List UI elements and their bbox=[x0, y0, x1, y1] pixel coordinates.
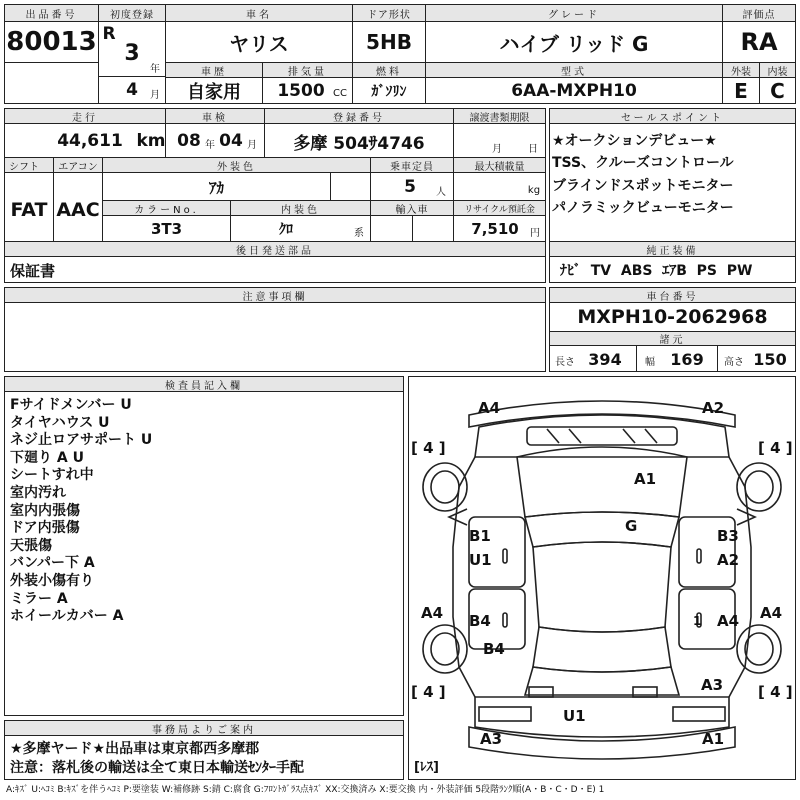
mark-b3-right-door: B3 bbox=[717, 527, 739, 545]
shift-label: シフト bbox=[5, 158, 53, 173]
color-value: ｱｶ bbox=[208, 178, 224, 197]
inspector-line: 外装小傷有り bbox=[10, 573, 94, 589]
legend-text: A:ｷｽﾞ U:ﾍｺﾐ B:ｷｽﾞを伴うﾍｺﾐ P:要塗装 W:補修跡 S:錆 C:腐食 G:ﾌﾛﾝﾄｶﾞﾗｽ点ｷｽﾞ XX:交換済み X:要交換 内・外装評価 5段階ﾗﾝｸ順(A・B・C・D・E) 1 bbox=[6, 785, 605, 795]
car-diagram bbox=[409, 377, 795, 779]
mark-a3-rear-bumper-left: A3 bbox=[480, 730, 503, 748]
interior-unit: 系 bbox=[354, 227, 364, 239]
colorno-label: カラーNo. bbox=[103, 201, 230, 216]
car-name: ヤリス bbox=[229, 31, 289, 56]
equipment-value: ﾅﾋﾞ TV ABS ｴｱB PS PW bbox=[560, 263, 753, 279]
mark-u1-rear: U1 bbox=[563, 707, 586, 725]
length-value: 394 bbox=[588, 349, 622, 369]
inspector-label: 検査員記入欄 bbox=[5, 377, 403, 392]
height-label: 高さ bbox=[724, 356, 744, 368]
mark-u1-left-door: U1 bbox=[469, 551, 492, 569]
insp-year: 08 bbox=[177, 131, 201, 151]
import-label: 輸入車 bbox=[371, 201, 453, 216]
sales-point-4: パノラミックビューモニター bbox=[552, 200, 734, 216]
office-line-1: ★多摩ヤード★出品車は東京都西多摩郡 bbox=[10, 741, 260, 757]
door-label: ドア形状 bbox=[353, 5, 425, 22]
history-value: 自家用 bbox=[187, 81, 241, 103]
mark-a1-rear-bumper-right: A1 bbox=[702, 730, 725, 748]
year-unit: 年 bbox=[150, 63, 160, 75]
mark-a4-right-rear-door: A4 bbox=[717, 612, 740, 630]
interior-value: ｸﾛ bbox=[279, 221, 293, 238]
inspector-line: バンパー下 A bbox=[10, 555, 95, 572]
reg-month: 4 bbox=[126, 80, 138, 100]
inspector-line: シートすれ中 bbox=[10, 467, 94, 484]
mark-a4-front-left: A4 bbox=[478, 399, 501, 417]
mark-a2-front-right: A2 bbox=[702, 399, 725, 417]
width-value: 169 bbox=[670, 349, 704, 369]
ac-value: AAC bbox=[56, 199, 100, 221]
displacement-value: 1500 bbox=[277, 80, 325, 101]
interior-label: 内装色 bbox=[231, 201, 370, 216]
load-label: 最大積載量 bbox=[454, 158, 545, 173]
length-label: 長さ bbox=[555, 356, 575, 368]
mileage-unit: km bbox=[136, 131, 166, 151]
inspector-line: 天張傷 bbox=[10, 537, 52, 554]
inspection-label: 車検 bbox=[166, 109, 264, 124]
resu-note: [ﾚｽ] bbox=[414, 760, 439, 775]
era: R bbox=[102, 24, 116, 44]
plate-value: 多摩 504ｻ4746 bbox=[293, 133, 425, 154]
score-value: RA bbox=[740, 28, 778, 56]
inspector-line: 室内汚れ bbox=[10, 485, 66, 501]
office-line-2: 注意：落札後の輸送は全て東日本輸送ｾﾝﾀｰ手配 bbox=[10, 760, 304, 776]
height-value: 150 bbox=[753, 349, 787, 369]
chassis-label: 車台番号 bbox=[550, 288, 795, 303]
first-reg-label: 初度登録 bbox=[99, 5, 165, 22]
capacity-unit: 人 bbox=[436, 186, 446, 198]
mark-a4-left-fender: A4 bbox=[421, 604, 444, 622]
lot-number: 80013 bbox=[6, 27, 97, 57]
inspector-line: 下廻り A U bbox=[10, 449, 84, 466]
fuel-value: ｶﾞｿﾘﾝ bbox=[371, 83, 407, 100]
later-parts-value: 保証書 bbox=[10, 261, 56, 280]
mark-a4-right-fender: A4 bbox=[760, 604, 783, 622]
inspector-line: タイヤハウス U bbox=[10, 414, 110, 431]
sales-points-label: セールスポイント bbox=[550, 109, 795, 124]
insp-month: 04 bbox=[219, 131, 243, 151]
mark-b4-left-quarter: B4 bbox=[483, 640, 505, 658]
transfer-label: 譲渡書類期限 bbox=[454, 109, 545, 124]
recycle-unit: 円 bbox=[530, 227, 540, 239]
capacity-value: 5 bbox=[404, 177, 416, 197]
equipment-label: 純正装備 bbox=[550, 242, 795, 257]
capacity-label: 乗車定員 bbox=[371, 158, 453, 173]
colorno-value: 3T3 bbox=[150, 219, 183, 238]
grade-label: グレード bbox=[426, 5, 722, 22]
ext-value: E bbox=[734, 78, 748, 103]
month-unit: 月 bbox=[150, 89, 160, 101]
inspector-line: 室内内張傷 bbox=[10, 502, 80, 519]
plate-label: 登録番号 bbox=[265, 109, 453, 124]
mark-a2-right-door: A2 bbox=[717, 551, 740, 569]
mark-g-windshield: G bbox=[625, 517, 638, 535]
specs-label: 諸元 bbox=[550, 331, 795, 346]
recycle-value: 7,510 bbox=[471, 219, 519, 238]
reg-year: 3 bbox=[124, 40, 140, 66]
recycle-label: リサイクル預託金 bbox=[454, 201, 545, 216]
mark-1-right: 1 bbox=[693, 614, 702, 628]
tire-front-right: [ 4 ] bbox=[758, 439, 793, 457]
sales-point-3: ブラインドスポットモニター bbox=[552, 178, 734, 194]
office-label: 事務局よりご案内 bbox=[5, 721, 403, 736]
displacement-unit: CC bbox=[333, 87, 347, 99]
tire-front-left: [ 4 ] bbox=[411, 439, 446, 457]
ac-label: エアコン bbox=[54, 158, 102, 173]
name-label: 車名 bbox=[166, 5, 352, 22]
mark-a3-rear-right: A3 bbox=[701, 676, 724, 694]
color-label: 外装色 bbox=[103, 158, 370, 173]
later-parts-label: 後日発送部品 bbox=[5, 242, 545, 257]
shift-value: FAT bbox=[10, 199, 48, 221]
int-value: C bbox=[770, 78, 785, 103]
fuel-label: 燃料 bbox=[353, 63, 425, 78]
model-value: 6AA-MXPH10 bbox=[511, 80, 637, 101]
ext-label: 外装 bbox=[723, 63, 759, 78]
inspector-line: ミラー A bbox=[10, 590, 68, 607]
mark-b4-left-rear-door: B4 bbox=[469, 612, 491, 630]
notes-label: 注意事項欄 bbox=[5, 288, 545, 303]
sales-point-2: TSS、クルーズコントロール bbox=[552, 155, 734, 171]
inspector-line: ドア内張傷 bbox=[10, 520, 80, 537]
score-label: 評価点 bbox=[723, 5, 795, 22]
mark-b1-left-door: B1 bbox=[469, 527, 491, 545]
transfer-month-unit: 月 bbox=[492, 143, 502, 155]
sales-point-1: ★オークションデビュー★ bbox=[552, 133, 717, 149]
inspector-line: ネジ止ロアサポート U bbox=[10, 432, 153, 449]
grade-value: ハイブ リッド G bbox=[499, 31, 649, 56]
chassis-value: MXPH10-2062968 bbox=[577, 306, 768, 328]
load-unit: kg bbox=[527, 184, 541, 196]
displacement-label: 排気量 bbox=[263, 63, 352, 78]
mark-a1-hood: A1 bbox=[634, 470, 657, 488]
width-label: 幅 bbox=[645, 356, 655, 368]
transfer-day-unit: 日 bbox=[528, 143, 538, 155]
int-label: 内装 bbox=[760, 63, 795, 78]
model-label: 型式 bbox=[426, 63, 722, 78]
history-label: 車歴 bbox=[166, 63, 262, 78]
inspector-line: ホイールカバー A bbox=[10, 608, 124, 625]
door-value: 5HB bbox=[366, 30, 412, 54]
lot-label: 出品番号 bbox=[5, 5, 98, 22]
inspector-line: Fサイドメンバー U bbox=[10, 397, 132, 413]
insp-year-unit: 年 bbox=[205, 139, 215, 151]
mileage-value: 44,611 bbox=[57, 131, 123, 151]
tire-rear-right: [ 4 ] bbox=[758, 683, 793, 701]
insp-month-unit: 月 bbox=[247, 139, 257, 151]
tire-rear-left: [ 4 ] bbox=[411, 683, 446, 701]
mileage-label: 走行 bbox=[5, 109, 165, 124]
